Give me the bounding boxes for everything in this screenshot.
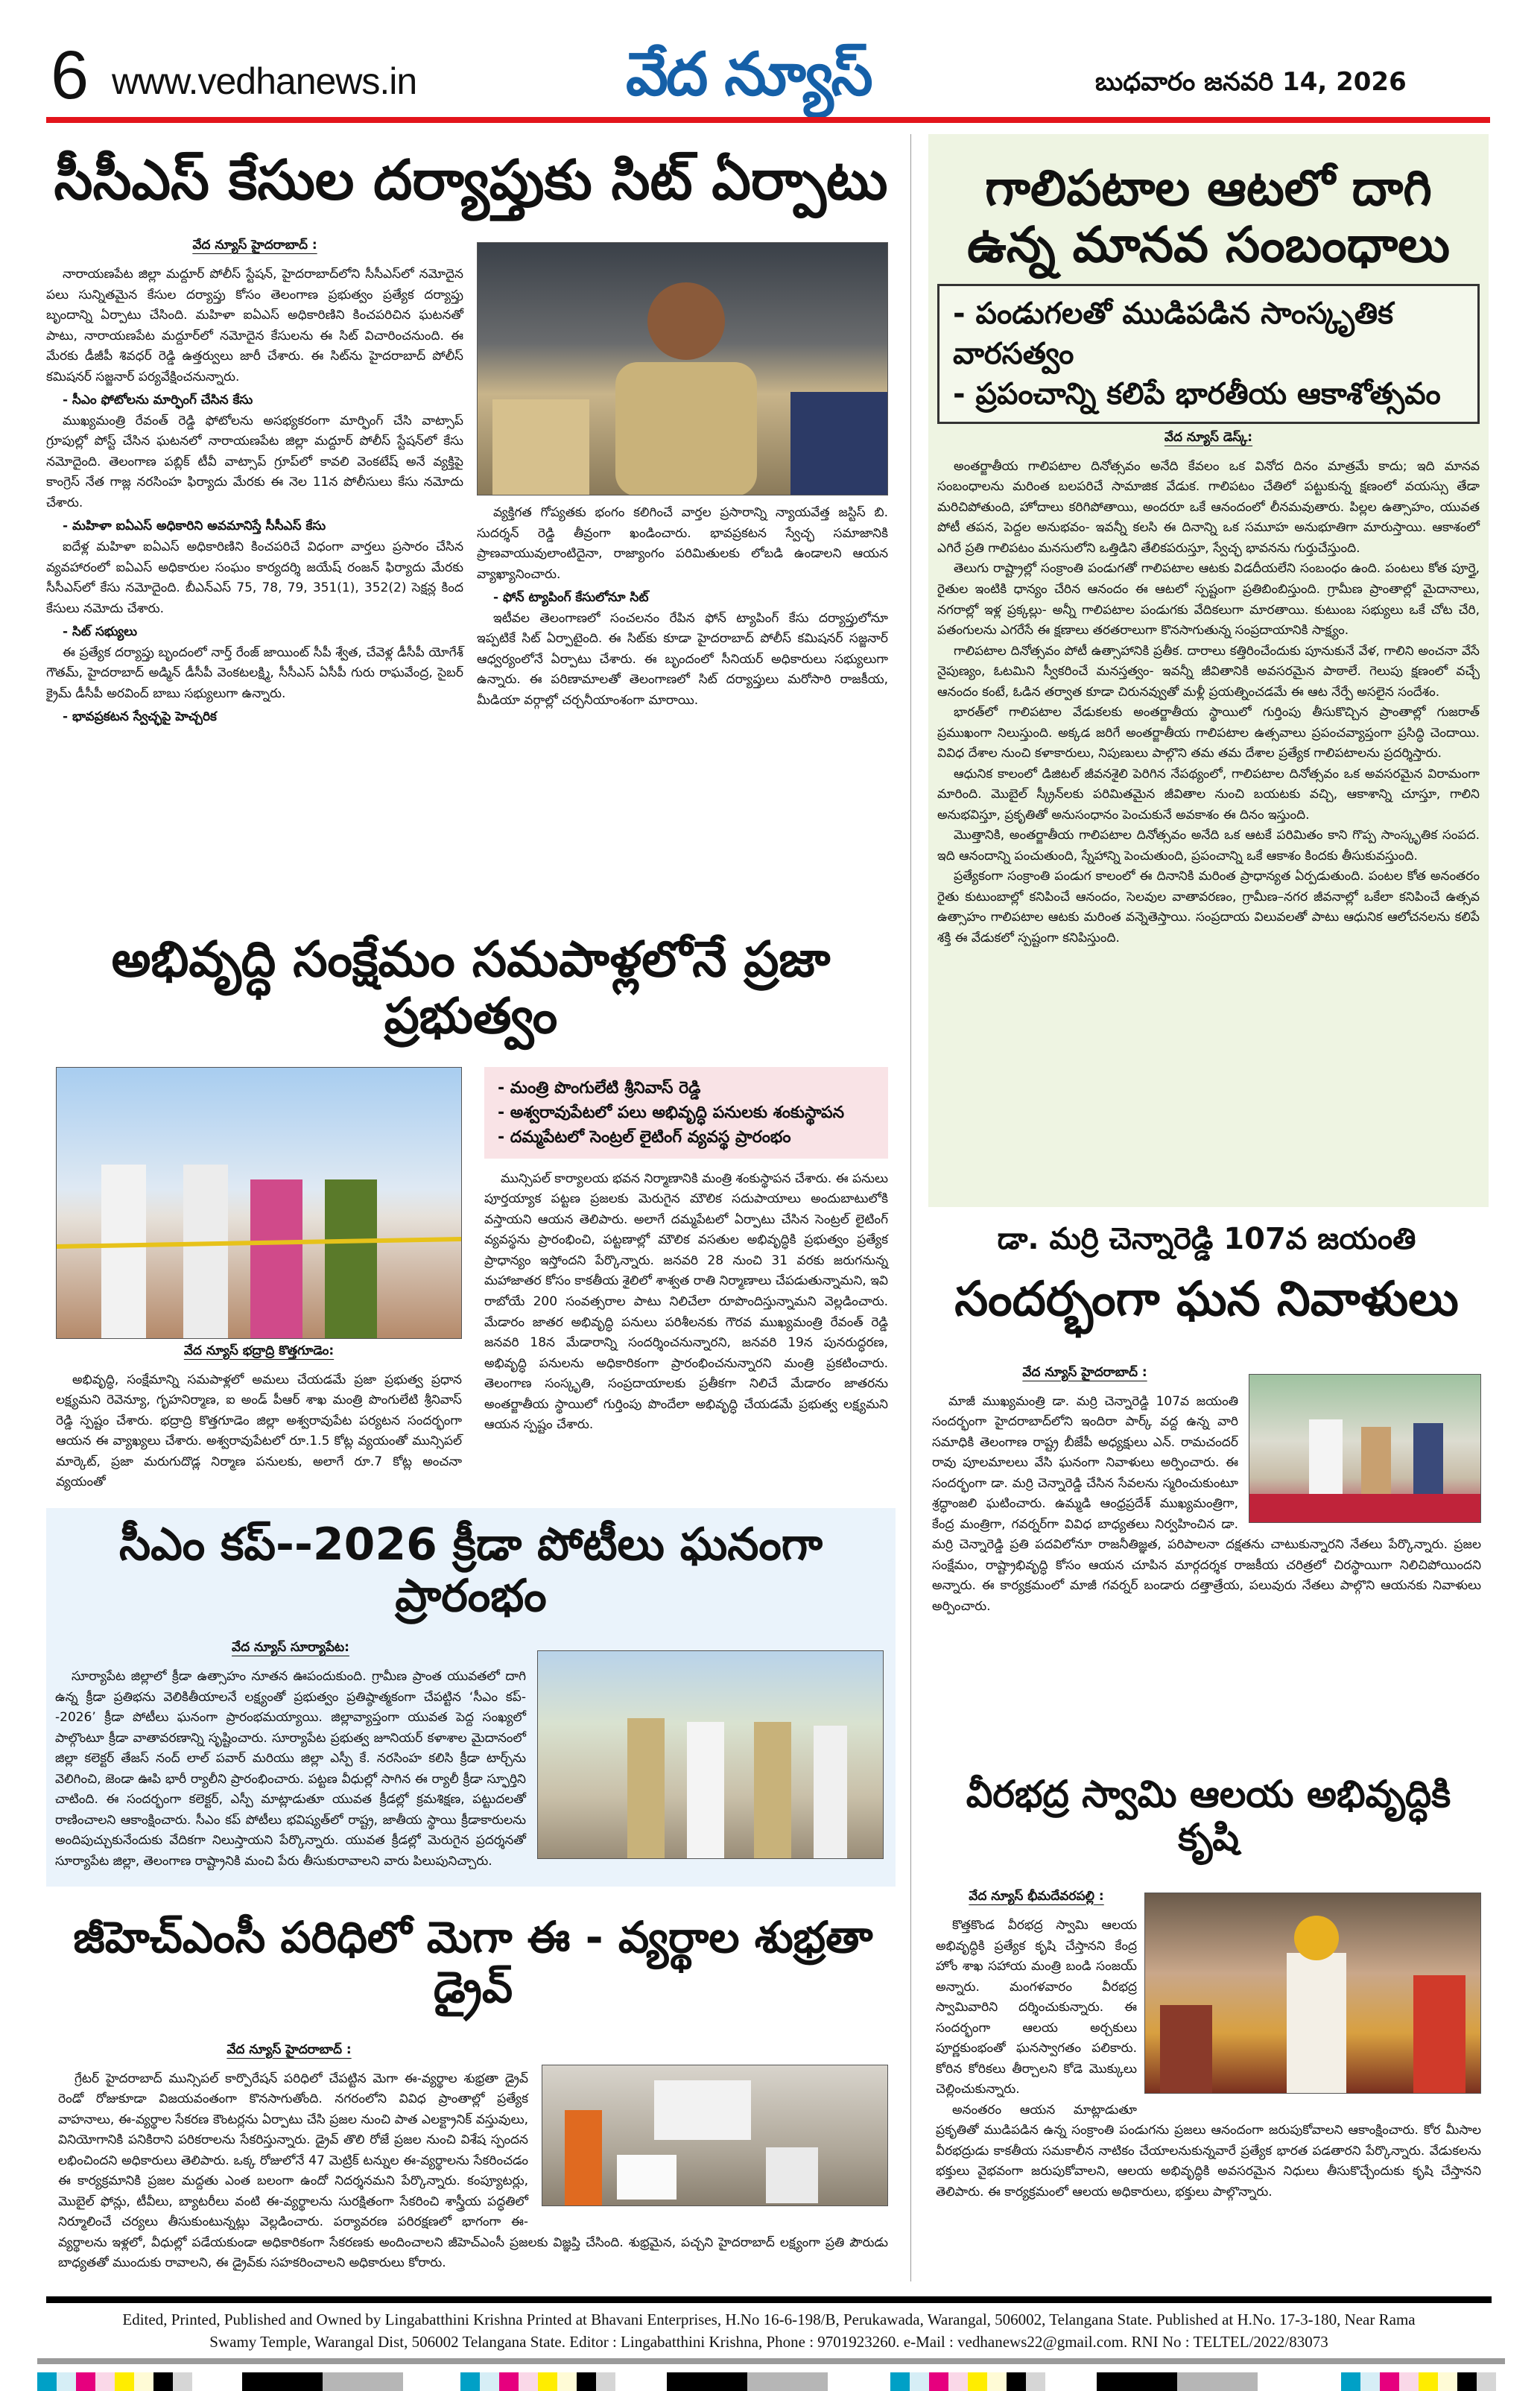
imprint-text: Swamy Temple, Warangal Dist, 506002 Telangana State. Editor : Lingabatthini Krishna, Phone : 9701923260. e-Mail : vedhanews22@gmail.com. RNI No : TELTEL/2022/83073 bbox=[209, 2333, 1328, 2352]
highlight-item: - దమ్మపేటలో సెంట్రల్ లైటింగ్ వ్యవస్థ ప్రారంభం bbox=[498, 1127, 791, 1147]
paragraph: తెలుగు రాష్ట్రాల్లో సంక్రాంతి పండుగతో గాలిపటాల ఆటకు విడదీయలేని సంబంధం ఉంది. పంటలు కోత పూర్తై, రైతుల ఇంటికి ధాన్యం చేరిన ఆనందం ఈ ఆటలో స్పష్టంగా ప్రతిబింబిస్తుంది. గ్రామీణ ప్రాంతాల్లో మైదానాలు, నగరాల్లో ఇళ్ల ప్రక్కల్లు- అన్నీ గాలిపటాల పండుగకు వేదికలుగా మారతాయి. కుటుంబ సభ్యులు ఒకే చోట చేరి, పతంగులను ఎగరేసే ఈ క్షణాలు తరతరాలుగా కొనసాగుతున్న సంప్రదాయానికి సాక్ష్యం. bbox=[937, 561, 1480, 639]
color-registration-bar bbox=[890, 2372, 1045, 2391]
paragraph: మున్సిపల్ కార్యాలయ భవన నిర్మాణానికి మంత్రి శంకుస్థాపన చేశారు. ఈ పనులు పూర్తయ్యాక పట్టణ ప్రజలకు మెరుగైన మౌలిక సదుపాయాలు అందుబాటులోకి వస్తాయని ఆయన తెలిపారు. అలాగే దమ్మపేటలో ఏర్పాటు చేసిన సెంట్రల్ లైటింగ్ వ్యవస్థను ప్రారంభించి, పట్టణాల్లో మౌలిక వసతుల అభివృద్ధికి ప్రభుత్వం ప్రత్యేక ప్రాధాన్యం ఇస్తోందని పేర్కొన్నారు. జనవరి 28 నుంచి 31 వరకు జరుగనున్న మహాజాతర కోసం కాకతీయ శైలిలో శాశ్వత రాతి నిర్మాణాలు చేపడుతున్నామని, ఇవి రాబోయే 200 సంవత్సరాల పాటు నిలిచేలా రూపొందిస్తున్నామని వెల్లడించారు. మేడారం జాతర అభివృద్ధి పనులు పరిశీలనకు గౌరవ ముఖ్యమంత్రి రేవంత్ రెడ్డి జనవరి 18న మేడారాన్ని సందర్శించనున్నారని, జనవరి 19న పునరుద్ధరణ, అభివృద్ధి పనులను అధికారికంగా ప్రారంభించనున్నారని మంత్రి ప్రకటించారు. తెలంగాణ సంస్కృతి, సంప్రదాయాలకు ప్రతీకగా నిలిచే మేడారం జాతరను అంతర్జాతీయ స్థాయిలో గుర్తింపు పొందేలా అభివృద్ధి చేయడమే ప్రభుత్వ లక్ష్యమని ఆయన స్పష్టం చేశారు. bbox=[484, 1171, 888, 1433]
dateline: వేద న్యూస్ డెస్క్: bbox=[1164, 429, 1253, 445]
paragraph: ప్రత్యేకంగా సంక్రాంతి పండుగ కాలంలో ఈ దినానికి మరింత ప్రాధాన్యత ఏర్పడుతుంది. పంటల కోత అనంతరం రైతు కుటుంబాల్లో కనిపించే ఆనందం, సెలవుల వాతావరణం, గ్రామీణ–నగర జీవనాల్లో ఒకేలా కనిపించే ఉత్సవ ఉత్సాహం గాలిపటాల ఆటకు మరింత వన్నెతెస్తాయి. సంప్రదాయ విలువలతో పాటు ఆధునిక ఆలోచనలను కలిపే శక్తి ఈ వేడుకలో స్పష్టంగా కనిపిస్తుంది. bbox=[937, 869, 1480, 946]
paragraph: కొత్తకొండ వీరభద్ర స్వామి ఆలయ అభివృద్ధికి ప్రత్యేక కృషి చేస్తానని కేంద్ర హోం శాఖ సహాయ మంత్రి బండి సంజయ్ అన్నారు. మంగళవారం వీరభద్ర స్వామివారిని దర్శించుకున్నారు. ఈ సందర్భంగా ఆలయ అర్చకులు పూర్ణకుంభంతో ఘనస్వాగతం పలికారు. కోరిన కోరికలు తీర్చాలని కోడె మొక్కులు చెల్లించుకున్నారు. bbox=[936, 1918, 1137, 2097]
imprint-text: Edited, Printed, Published and Owned by Lingabatthini Krishna Printed at Bhavani Enterprises, H.No 16-6-198/B, Perukawada, Warangal, 506002, Telangana State. Published at H.No. 17-3-180, Near Rama bbox=[122, 2311, 1416, 2328]
paragraph: మాజీ ముఖ్యమంత్రి డా. మర్రి చెన్నారెడ్డి 107వ జయంతి సందర్భంగా హైదరాబాద్‌లోని ఇందిరా పార్క్ వద్ద ఉన్న వారి సమాధికి తెలంగాణ రాష్ట్ర బీజేపీ అధ్యక్షులు ఎన్. రామచందర్ రావు పూలమాలలు వేసి ఘనంగా నివాళులు అర్పించారు. ఈ సందర్భంగా డా. మర్రి చెన్నారెడ్డి చేసిన సేవలను స్మరించుకుంటూ శ్రద్ధాంజలి ఘటించారు. ఉమ్మడి ఆంధ్రప్రదేశ్ ముఖ్యమంత్రిగా, కేంద్ర మంత్రిగా, గవర్నర్‌గా వివిధ బాధ్యతలు నిర్వహించిన డా. మర్రి చెన్నారెడ్డి ప్రతి పదవిలోనూ రాజనీతిజ్ఞత, పరిపాలనా దక్షతను చాటుకున్నారని నేతలు పేర్కొన్నారు. ప్రజల సంక్షేమం, రాష్ట్రాభివృద్ధి కోసం ఆయన చూపిన మార్గదర్శక రాజకీయ చరిత్రలో చిరస్థాయిగా నిలిచిపోయిందని అన్నారు. ఈ కార్యక్రమంలో మాజీ గవర్నర్ బండారు దత్తాత్రేయ, పలువురు నేతలు పాల్గొని ఆయనకు నివాళులు అర్పించారు. bbox=[932, 1393, 1481, 1614]
paragraph: సూర్యాపేట జిల్లాలో క్రీడా ఉత్సాహం నూతన ఊపందుకుంది. గ్రామీణ ప్రాంత యువతలో దాగి ఉన్న క్రీడా ప్రతిభను వెలికితీయాలనే లక్ష్యంతో ప్రభుత్వం ప్రతిష్ఠాత్మకంగా చేపట్టిన ‘సీఎం కప్--2026’ క్రీడా పోటీలు ఘనంగా ప్రారంభమయ్యాయి. జిల్లావ్యాప్తంగా యువత పెద్ద సంఖ్యలో పాల్గొంటూ క్రీడా వాతావరణాన్ని సృష్టించారు. సూర్యాపేట ప్రభుత్వ జూనియర్ కళాశాల మైదానంలో జిల్లా కలెక్టర్ తేజస్ నంద్ లాల్ పవార్ మరియు జిల్లా ఎస్పీ కే. నరసింహ కలిసి క్రీడా టార్చ్‌ను వెలిగించి, జెండా ఊపి భారీ ర్యాలీని ప్రారంభించారు. పట్టణ వీధుల్లో సాగిన ఈ ర్యాలీ క్రీడా స్ఫూర్తిని చాటింది. ఈ సందర్భంగా కలెక్టర్, ఎస్పీ మాట్లాడుతూ యువత క్రీడల్లో క్రమశిక్షణ, పట్టుదలతో రాణించాలని ఆకాంక్షించారు. సీఎం కప్ పోటీలు భవిష్యత్‌లో రాష్ట్ర, జాతీయ స్థాయి క్రీడాకారులను అందిపుచ్చుకునేందుకు వేదికగా నిలుస్తాయని పేర్కొన్నారు. యువత క్రీడల్లో మెరుగైన ప్రదర్శనతో సూర్యాపేట జిల్లా, తెలంగాణ రాష్ట్రానికి మంచి పేరు తీసుకురావాలని వారు పిలుపునిచ్చారు. bbox=[55, 1668, 526, 1869]
photo-police-press-meet bbox=[477, 242, 888, 495]
article-sit-col2 bbox=[477, 233, 888, 711]
paragraph: ఐదేళ్ల మహిళా ఐఏఎస్ అధికారిణిని కించపరిచే విధంగా వార్తలు ప్రసారం చేసిన వ్యవహారంలో ఐఏఎస్ అధికారుల సంఘం కార్యదర్శి జయేష్ రంజన్ ఫిర్యాదు మేరకు సీసీఎస్‌లో కేసు నమోదైంది. బీఎన్ఎస్ 75, 78, 79, 351(1), 352(2) సెక్షన్ల కింద కేసులు నమోదు చేశారు. bbox=[46, 539, 463, 616]
subheadline-chennareddy: డా. మర్రి చెన్నారెడ్డి 107వ జయంతి bbox=[997, 1222, 1416, 1256]
headline-chennareddy: సందర్భంగా ఘన నివాళులు bbox=[954, 1272, 1459, 1327]
paragraph: ఆధునిక కాలంలో డిజిటల్ జీవనశైలి పెరిగిన నేపథ్యంలో, గాలిపటాల దినోత్సవం ఒక అవసరమైన విరామంగా మారింది. మొబైల్ స్క్రీన్‌లకు పరిమితమైన జీవితాల నుంచి బయటకు వచ్చి, ఆకాశాన్ని చూస్తూ, గాలిని అనుభవిస్తూ, ప్రకృతితో అనుసంధానం పెంచుకునే అవకాశం ఈ దినం ఇస్తుంది. bbox=[937, 766, 1480, 823]
article-sit bbox=[46, 134, 896, 916]
article-sit-col1 bbox=[46, 233, 463, 728]
article-development-col1 bbox=[56, 1067, 462, 1493]
dateline: వేద న్యూస్ హైదరాబాద్ : bbox=[192, 238, 317, 253]
ewaste-image bbox=[542, 2065, 888, 2206]
article-veerabhadra bbox=[928, 1758, 1489, 2202]
police-officer-image bbox=[478, 243, 888, 495]
color-registration-bar bbox=[242, 2372, 403, 2391]
dateline: వేద న్యూస్ భీమదేవరపల్లి : bbox=[969, 1889, 1104, 1904]
column-divider bbox=[910, 134, 911, 2281]
photo-tribute bbox=[1249, 1374, 1481, 1523]
highlight-item: - మంత్రి పొంగులేటి శ్రీనివాస్ రెడ్డి bbox=[498, 1078, 701, 1098]
paragraph: అంతర్జాతీయ గాలిపటాల దినోత్సవం అనేది కేవలం ఒక వినోద దినం మాత్రమే కాదు; ఇది మానవ సంబంధాలను మరింత బలపరిచే సామాజిక వేడుక. గాలిపటం చేతిలో పట్టుకున్న క్షణంలో వయస్సు తేడా మరిచిపోతుంది, హోదాలు కరిగిపోతాయి, అందరూ ఒకే ఆనందంలో లీనమవుతారు. పిల్లల ఉత్సాహం, యువత పోటీ తపన, పెద్దల అనుభవం- ఇవన్నీ కలసి ఈ దినాన్ని ఒక సమూహ అనుభూతిగా మారుస్తాయి. ఆకాశంలో ఎగిరే ప్రతి గాలిపటం మనసులోని ఒత్తిడిని తేలికపరుస్తూ, స్వేచ్ఛ భావనను గుర్తుచేస్తుంది. bbox=[937, 458, 1480, 556]
photo-cmcup-rally bbox=[537, 1650, 884, 1859]
imprint-line bbox=[46, 2308, 1492, 2354]
paragraph: ఇటీవల తెలంగాణలో సంచలనం రేపిన ఫోన్ ట్యాపింగ్ కేసు దర్యాప్తులోనూ ఇప్పటికే సిట్ ఏర్పాటైంది. ఈ సిట్‌కు కూడా హైదరాబాద్ పోలీస్ కమిషనర్ సజ్జనార్ ఆధ్వర్యంలోనే ఏర్పాటు చేశారు. ఈ బృందంలో సీనియర్ అధికారులు సభ్యులుగా ఉన్నారు. ఈ పరిణామాలతో తెలంగాణలో సిట్ దర్యాప్తులు మరోసారి రాజకీయ, మీడియా వర్గాల్లో చర్చనీయాంశంగా మారాయి. bbox=[477, 610, 888, 708]
dateline: వేద న్యూస్ భద్రాద్రి కొత్తగూడెం: bbox=[183, 1343, 335, 1358]
article-development bbox=[46, 916, 896, 1493]
paragraph: భారత్‌లో గాలిపటాల వేడుకలకు అంతర్జాతీయ స్థాయిలో గుర్తింపు తీసుకొచ్చిన ప్రాంతాల్లో గుజరాత్ ప్రముఖంగా నిలుస్తుంది. అక్కడ జరిగే అంతర్జాతీయ గాలిపటాల ఉత్సవాలు ప్రపంచవ్యాప్తంగా ప్రసిద్ధి చెందాయి. వివిధ దేశాల నుంచి కళాకారులు, నిపుణులు పాల్గొని తమ తమ దేశాల ప్రత్యేక గాలిపటాలను ప్రదర్శిస్తారు. bbox=[937, 705, 1480, 761]
kites-highlights-box bbox=[937, 284, 1480, 424]
highlight-item: - ప్రపంచాన్ని కలిపే భారతీయ ఆకాశోత్సవం bbox=[953, 376, 1441, 411]
article-development-col2 bbox=[484, 1067, 888, 1436]
article-body bbox=[46, 265, 463, 728]
header-rule bbox=[46, 117, 1490, 123]
article-chennareddy bbox=[928, 1207, 1489, 1758]
subheading: - సీఎం ఫోటోలను మార్ఫింగ్ చేసిన కేసు bbox=[63, 393, 253, 408]
headline-veerabhadra: వీరభద్ర స్వామి ఆలయ అభివృద్ధికి కృషి bbox=[966, 1773, 1451, 1859]
color-registration-bar bbox=[1341, 2372, 1496, 2391]
paragraph: నారాయణపేట జిల్లా మద్దూర్ పోలీస్ స్టేషన్, హైదరాబాద్‌లోని సీసీఎస్‌లో నమోదైన పలు సున్నితమైన కేసుల దర్యాప్తు కోసం తెలంగాణ ప్రభుత్వం ప్రత్యేక దర్యాప్తు బృందాన్ని ఏర్పాటు చేసింది. మహిళా ఐఏఎస్ అధికారిణిని కించపరిచిన ఘటనతో పాటు, నారాయణపేట మద్దూర్‌లో నమోదైన కేసులను ఈ సిట్ విచారించనుంది. ఈ మేరకు డీజీపీ శివధర్ రెడ్డి ఉత్తర్వులు జారీ చేశారు. ఈ సిట్‌ను హైదరాబాద్ పోలీస్ కమిషనర్ సజ్జనార్ పర్యవేక్షించనున్నారు. bbox=[46, 267, 463, 384]
headline-development: అభివృద్ధి సంక్షేమం సమపాళ్లలోనే ప్రజా ప్రభుత్వం bbox=[111, 931, 831, 1045]
paragraph: గ్రేటర్ హైదరాబాద్ మున్సిపల్ కార్పొరేషన్ పరిధిలో చేపట్టిన మెగా ఈ-వ్యర్థాల శుభ్రతా డ్రైవ్ రెండో రోజుకూడా విజయవంతంగా కొనసాగుతోంది. నగరంలోని వివిధ ప్రాంతాల్లో ప్రత్యేక వాహనాలు, ఈ-వ్యర్థాల సేకరణ కౌంటర్లను ఏర్పాటు చేసి ప్రజల నుంచి పాత ఎలక్ట్రానిక్ వస్తువులు, వినియోగానికి పనికిరాని పరికరాలను సేకరిస్తున్నారు. డ్రైవ్ తొలి రోజే ప్రజల నుంచి విశేష స్పందన లభించిందని అధికారులు తెలిపారు. ఒక్క రోజులోనే 47 మెట్రిక్ టన్నుల ఈ-వ్యర్థాలను సేకరించడం ఈ కార్యక్రమానికి ప్రజల మద్దతు ఎంత బలంగా ఉందో నిదర్శనమని పేర్కొన్నారు. కంప్యూటర్లు, మొబైల్ ఫోన్లు, టీవీలు, బ్యాటరీలు వంటి ఈ-వ్యర్థాలను సురక్షితంగా సేకరించి శాస్త్రీయ పద్ధతిలో నిర్మూలించే చర్యలు తీసుకుంటున్నట్లు వెల్లడించారు. పర్యావరణ పరిరక్షణలో భాగంగా ఈ-వ్యర్థాలను ఇళ్లలో, వీధుల్లో పడేయకుండా అధికారికంగా సేకరణకు అందించాలని జీహెచ్‌ఎంసీ ప్రజలకు విజ్ఞప్తి చేసింది. శుభ్రమైన, పచ్చని హైదరాబాద్ లక్ష్యంగా ప్రతి పౌరుడు బాధ్యతతో ముందుకు రావాలని, ఈ డ్రైవ్‌కు సహకరించాలని అధికారులు కోరారు. bbox=[58, 2071, 888, 2271]
paragraph: ముఖ్యమంత్రి రేవంత్ రెడ్డి ఫోటోలను అసభ్యకరంగా మార్ఫింగ్ చేసి వాట్సాప్ గ్రూపుల్లో పోస్ట్ చేసిన ఘటనలో నారాయణపేట జిల్లా మద్దూర్ పోలీస్ స్టేషన్‌లో కేసు నమోదైంది. తెలంగాణ పబ్లిక్ టీవీ వాట్సాప్ గ్రూప్‌లో కావలి వెంకటేష్ అనే వ్యక్తిపై కాంగ్రెస్ నేత గాజ్ల నరసింహ ఫిర్యాదు మేరకు ఈ నెల 11న పోలీసులు కేసు నమోదు చేశారు. bbox=[46, 413, 463, 510]
dateline: వేద న్యూస్ హైదరాబాద్ : bbox=[1022, 1364, 1147, 1380]
color-registration-bar bbox=[667, 2372, 828, 2391]
paragraph: వ్యక్తిగత గోప్యతకు భంగం కలిగించే వార్తల ప్రసారాన్ని న్యాయవేత్త జస్టిస్ బి. సుదర్శన్ రెడ్డి తీవ్రంగా ఖండించారు. భావప్రకటన స్వేచ్ఛ సమాజానికి ప్రాణవాయువులాంటిదైనా, రాజ్యాంగం పరిమితులకు లోబడి ఉండాలని ఆయన వ్యాఖ్యానించారు. bbox=[477, 505, 888, 582]
headline-kites-line2: ఉన్న మానవ సంబంధాలు bbox=[967, 215, 1450, 273]
development-highlights-box bbox=[484, 1067, 888, 1159]
right-column bbox=[928, 134, 1489, 2281]
paragraph: ఈ ప్రత్యేక దర్యాప్తు బృందంలో నార్త్ రేంజ్ జాయింట్ సీపీ శ్వేత, చేవెళ్ల డీసీపీ యోగేశ్ గౌతమ్, హైదరాబాద్ అడ్మిన్ డీసీపీ వెంకటలక్ష్మి, సీసీఎస్ ఏసీపీ గురు రాఘవేంద్ర, సైబర్ క్రైమ్ డీసీపీ అరవింద్ బాబు సభ్యులుగా ఉన్నారు. bbox=[46, 645, 463, 701]
paragraph: గాలిపటాల దినోత్సవం పోటీ ఉత్సాహానికి ప్రతీక. దారాలు కత్తిరించేందుకు పూనుకునే వేళ, గాలిని అంచనా వేసే నైపుణ్యం, ఓటమిని స్వీకరించే మనస్తత్వం- ఇవన్నీ జీవితానికి అవసరమైన పాఠాలే. గెలుపు క్షణంలో వచ్చే ఆనందం కంటే, ఓడిన తర్వాత కూడా చిరునవ్వుతో మళ్లీ ప్రయత్నించడమే ఈ ఆట నేర్పే అసలైన సందేశం. bbox=[937, 643, 1480, 700]
subheading: - సిట్ సభ్యులు bbox=[63, 624, 138, 640]
masthead-logo: వేద న్యూస్ bbox=[626, 39, 871, 109]
article-cmcup-col bbox=[55, 1635, 526, 1872]
article-kites-body bbox=[937, 430, 1480, 949]
dateline: వేద న్యూస్ హైదరాబాద్ : bbox=[226, 2042, 352, 2057]
issue-date: బుధవారం జనవరి 14, 2026 bbox=[1095, 67, 1407, 97]
footer-gray-rule bbox=[37, 2358, 1505, 2364]
paragraph: అనంతరం ఆయన మాట్లాడుతూ ప్రకృతితో ముడిపడిన ఉన్న సంక్రాంతి పండుగను ప్రజలు ఆనందంగా జరుపుకోవాలని ఆకాంక్షించారు. కోర మీసాల వీరభద్రుడు కాకతీయ సమకాలీన నాటికం చేయాలనుకున్నవారే ప్రత్యేక భారత పడతారని పేర్కొన్నారు. వేడుకలను భక్తులు వైభవంగా జరుపుకోవాలని, ఆలయ అభివృద్ధికి అవసరమైన నిధులు తీసుకొచ్చేందుకు కృషి చేస్తానని తెలిపారు. ఈ కార్యక్రమంలో ఆలయ అధికారులు, భక్తులు పాల్గొన్నారు. bbox=[936, 2102, 1481, 2200]
photo-ewaste-drive bbox=[542, 2065, 888, 2206]
page-header bbox=[0, 0, 1540, 134]
photo-temple-visit bbox=[1144, 1893, 1481, 2094]
color-registration-strip bbox=[37, 2364, 1492, 2391]
tribute-image bbox=[1249, 1375, 1481, 1523]
color-registration-bar bbox=[1097, 2372, 1258, 2391]
left-column bbox=[46, 134, 896, 2281]
headline-ghmc: జీహెచ్‌ఎంసీ పరిధిలో మెగా ఈ - వ్యర్థాల శుభ్రతా డ్రైవ్ bbox=[73, 1912, 873, 2012]
highlight-item: - పండుగలతో ముడిపడిన సాంస్కృతిక వారసత్వం bbox=[953, 296, 1393, 371]
page-columns bbox=[46, 134, 1492, 2281]
paragraph: మొత్తానికి, అంతర్జాతీయ గాలిపటాల దినోత్సవం అనేది ఒక ఆటకే పరిమితం కాని గొప్ప సాంస్కృతిక సంపద. ఇది ఆనందాన్ని పంచుతుంది, స్నేహాన్ని పెంచుతుంది, ప్రపంచాన్ని ఒకే ఆకాశం కిందకు తీసుకువస్తుంది. bbox=[937, 828, 1480, 864]
headline-kites-line1: గాలిపటాల ఆటలో దాగి bbox=[985, 159, 1432, 217]
inauguration-image bbox=[57, 1068, 462, 1339]
highlight-item: - అశ్వరావుపేటలో పలు అభివృద్ధి పనులకు శంకుస్థాపన bbox=[498, 1103, 845, 1122]
color-registration-bar bbox=[37, 2372, 192, 2391]
headline-cmcup: సీఎం కప్--2026 క్రీడా పోటీలు ఘనంగా ప్రారంభం bbox=[118, 1518, 823, 1622]
subheading: - ఫోన్ ట్యాపింగ్ కేసులోనూ సిట్ bbox=[493, 590, 649, 606]
footer-rule bbox=[46, 2296, 1492, 2303]
article-kites-box bbox=[928, 134, 1489, 1207]
paragraph: అభివృద్ధి, సంక్షేమాన్ని సమపాళ్లలో అమలు చేయడమే ప్రజా ప్రభుత్వ ప్రధాన లక్ష్యమని రెవెన్యూ, గృహనిర్మాణ, ఐ అండ్ పీఆర్ శాఖ మంత్రి పొంగులేటి శ్రీనివాస్ రెడ్డి స్పష్టం చేశారు. భద్రాద్రి కొత్తగూడెం జిల్లా అశ్వరావుపేట పర్యటన సందర్భంగా ఆయన ఈ వ్యాఖ్యలు చేశారు. అశ్వరావుపేటలో రూ.1.5 కోట్ల వ్యయంతో మున్సిపల్ మార్కెట్, ప్రజా మరుగుదొడ్ల నిర్మాణ పనులకు, అలాగే రూ.7 కోట్ల అంచనా వ్యయంతో bbox=[56, 1372, 462, 1490]
headline-sit: సీసీఎస్ కేసుల దర్యాప్తుకు సిట్ ఏర్పాటు bbox=[54, 148, 888, 212]
article-veerabhadra-body bbox=[936, 2100, 1481, 2203]
page-number: 6 bbox=[51, 37, 89, 113]
subheading: - మహిళా ఐఏఎస్ అధికారిని అవమానిస్తే సీసీఎస్ కేసు bbox=[63, 519, 326, 534]
rally-image bbox=[538, 1651, 884, 1859]
dateline: వేద న్యూస్ సూర్యాపేట: bbox=[232, 1639, 349, 1655]
temple-visit-image bbox=[1145, 1893, 1481, 2094]
subheading: - భావప్రకటన స్వేచ్ఛపై హెచ్చరిక bbox=[63, 709, 217, 725]
photo-minister-inauguration bbox=[56, 1067, 462, 1339]
color-registration-bar bbox=[460, 2372, 615, 2391]
website-url[interactable]: www.vedhanews.in bbox=[112, 60, 417, 102]
article-ghmc bbox=[46, 1887, 896, 2274]
article-cmcup-box bbox=[46, 1508, 896, 1887]
